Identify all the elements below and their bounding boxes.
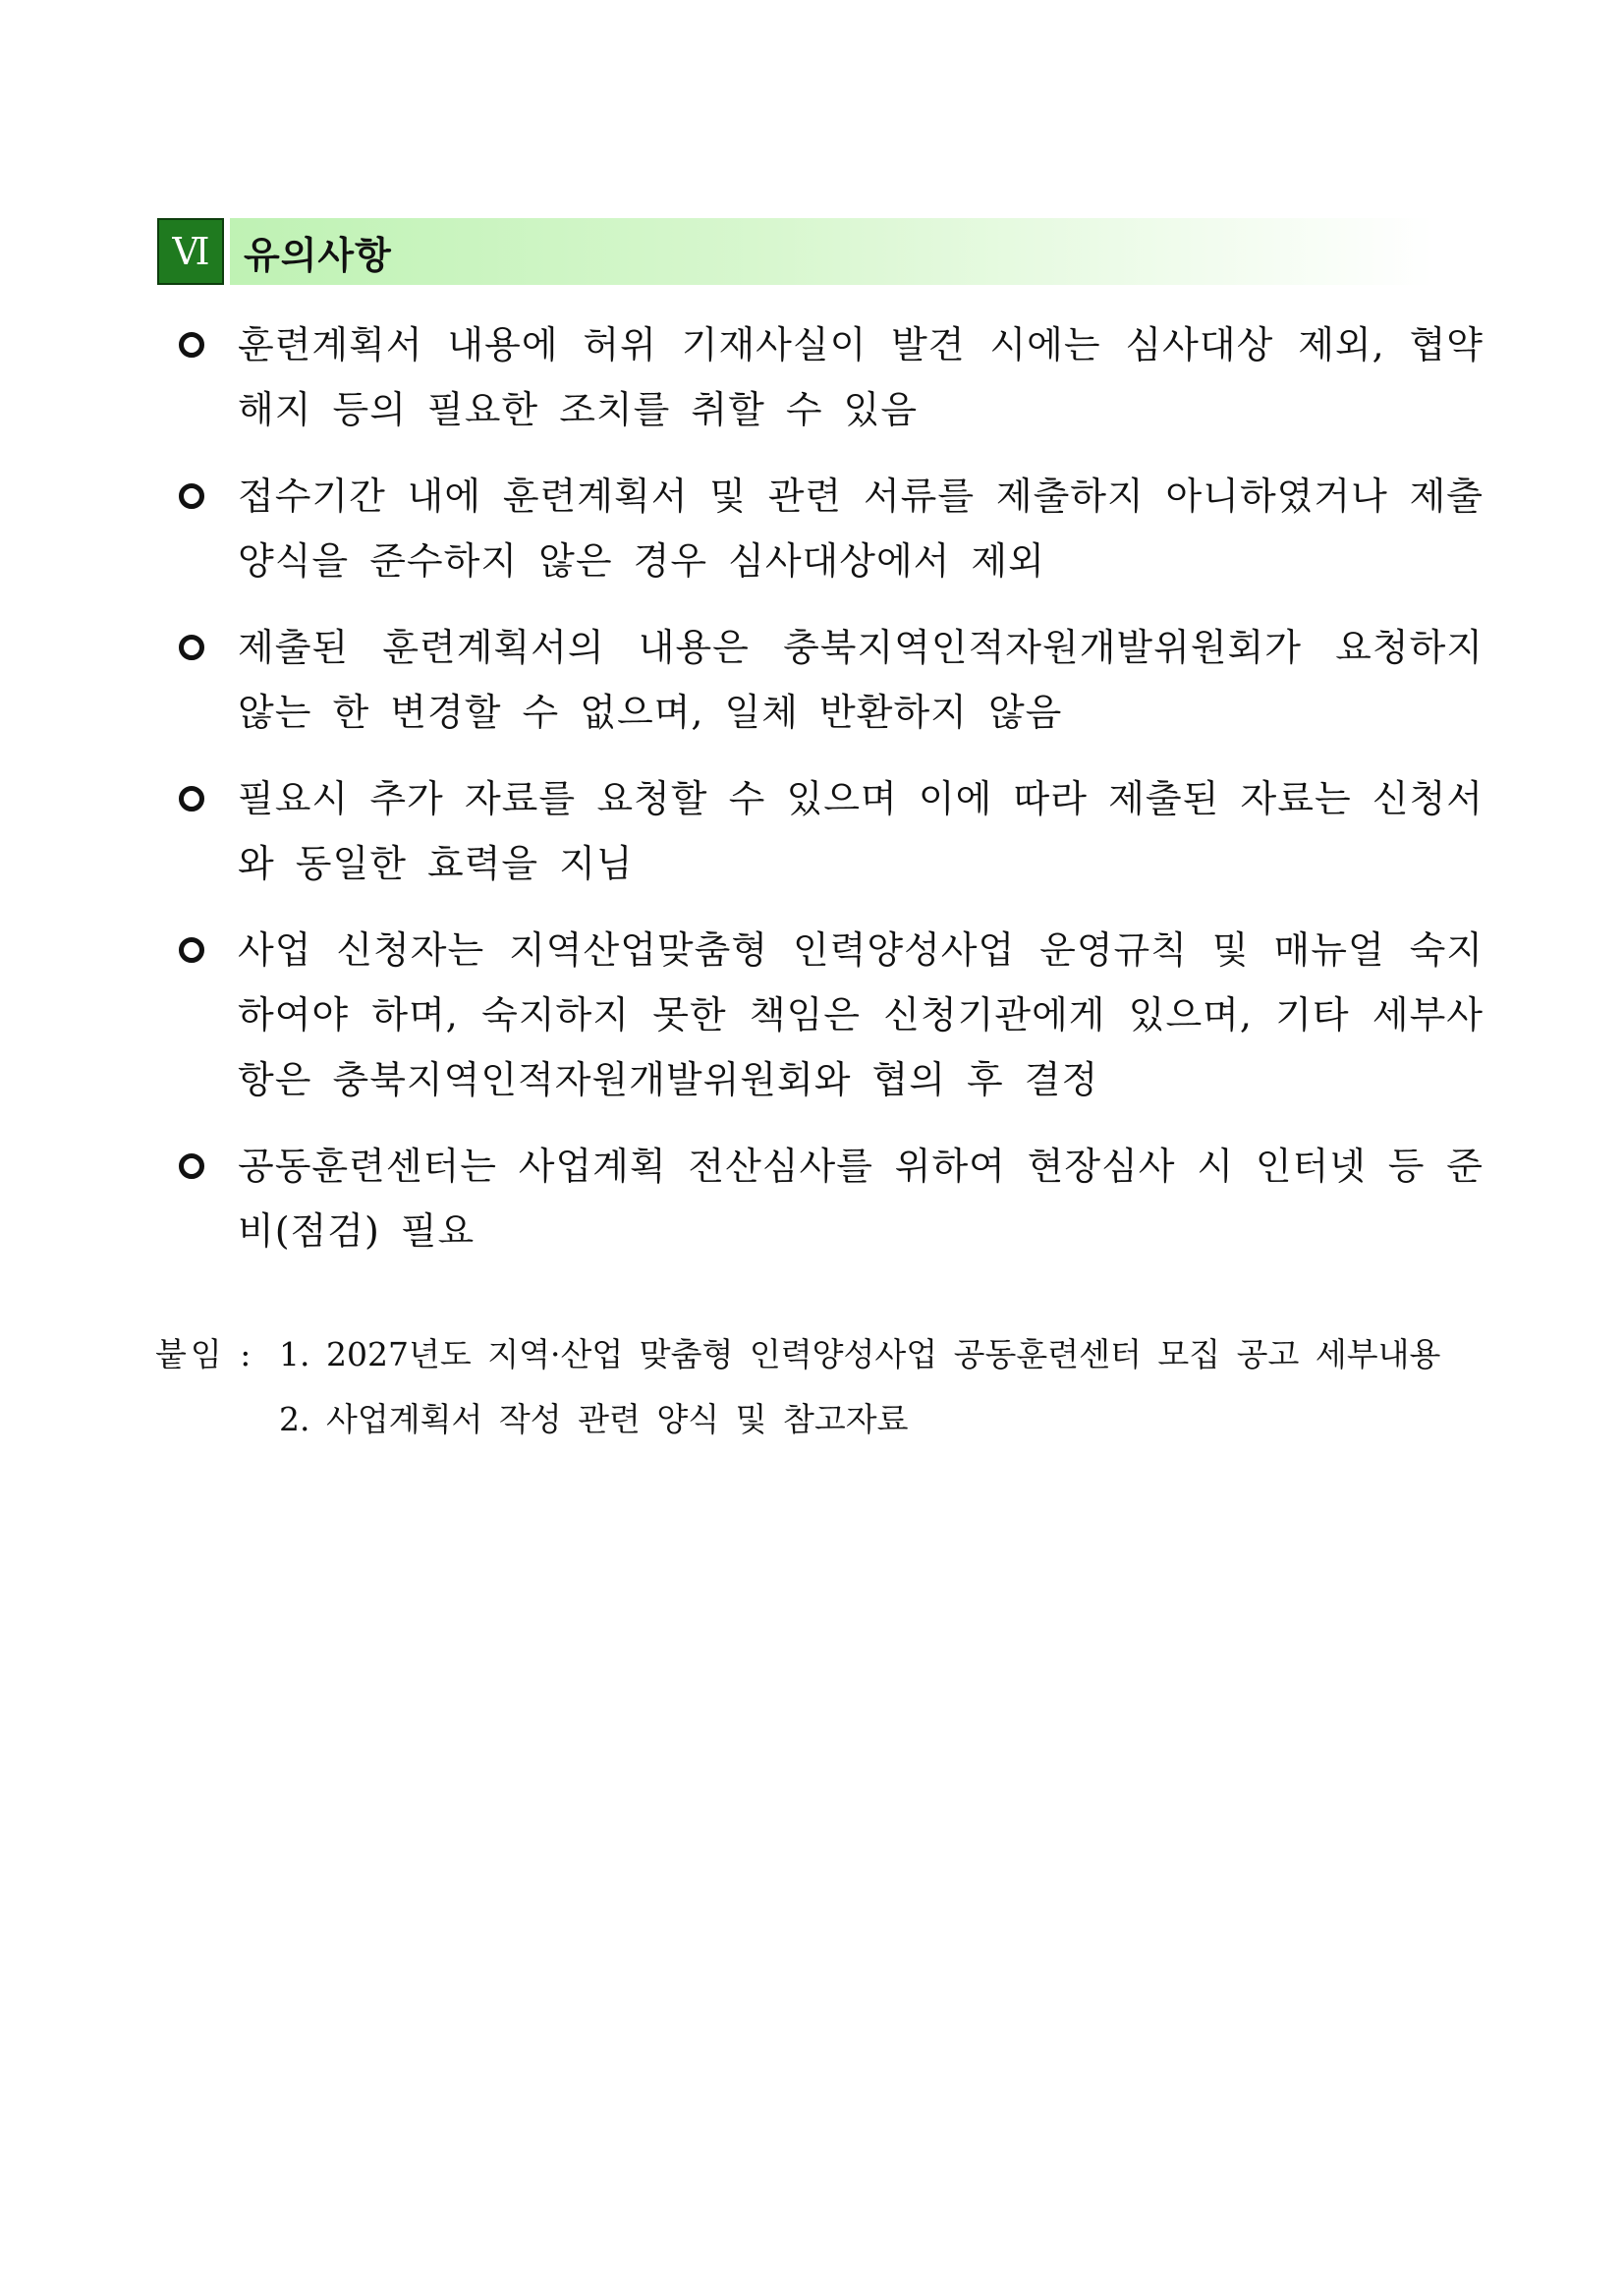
notice-list — [175, 312, 1484, 1285]
section-title-band — [230, 218, 1434, 285]
list-item-text: 사업 신청자는 지역산업맞춤형 인력양성사업 운영규칙 및 매뉴얼 숙지하여야 하며, 숙지하지 못한 책임은 신청기관에게 있으며, 기타 세부사항은 충북지역인적자원개발위원회와 협의 후 결정 — [238, 928, 1484, 1101]
attachment-label: 붙임 : — [155, 1335, 255, 1373]
list-item-text: 접수기간 내에 훈련계획서 및 관련 서류를 제출하지 아니하였거나 제출양식을 준수하지 않은 경우 심사대상에서 제외 — [238, 475, 1484, 583]
circle-bullet-icon — [175, 1134, 238, 1199]
list-item-text: 훈련계획서 내용에 허위 기재사실이 발견 시에는 심사대상 제외, 협약 해지 등의 필요한 조치를 취할 수 있음 — [238, 323, 1484, 431]
attachment-row — [155, 1387, 1491, 1452]
circle-bullet-icon — [175, 766, 238, 831]
list-item-text: 제출된 훈련계획서의 내용은 충북지역인적자원개발위원회가 요청하지 않는 한 변경할 수 없으며, 일체 반환하지 않음 — [238, 626, 1484, 734]
list-item-text: 공동훈련센터는 사업계획 전산심사를 위하여 현장심사 시 인터넷 등 준비(점검) 필요 — [238, 1145, 1484, 1253]
list-item — [175, 918, 1484, 1112]
list-item — [175, 312, 1484, 442]
list-item — [175, 464, 1484, 593]
circle-bullet-icon — [175, 464, 238, 529]
section-title: 유의사항 — [244, 233, 392, 277]
attachments — [155, 1322, 1491, 1452]
section-number-badge: Ⅵ — [157, 218, 224, 285]
circle-bullet-icon — [175, 312, 238, 377]
list-item-text: 필요시 추가 자료를 요청할 수 있으며 이에 따라 제출된 자료는 신청서와 동일한 효력을 지님 — [238, 777, 1484, 885]
section-header — [157, 218, 1434, 285]
circle-bullet-icon — [175, 615, 238, 680]
attachment-entry: 2. 사업계획서 작성 관련 양식 및 참고자료 — [279, 1400, 909, 1438]
list-item — [175, 1134, 1484, 1263]
list-item — [175, 766, 1484, 896]
attachment-row — [155, 1322, 1491, 1387]
list-item — [175, 615, 1484, 745]
circle-bullet-icon — [175, 918, 238, 982]
attachment-entry: 1. 2027년도 지역·산업 맞춤형 인력양성사업 공동훈련센터 모집 공고 세부내용 — [279, 1335, 1441, 1373]
